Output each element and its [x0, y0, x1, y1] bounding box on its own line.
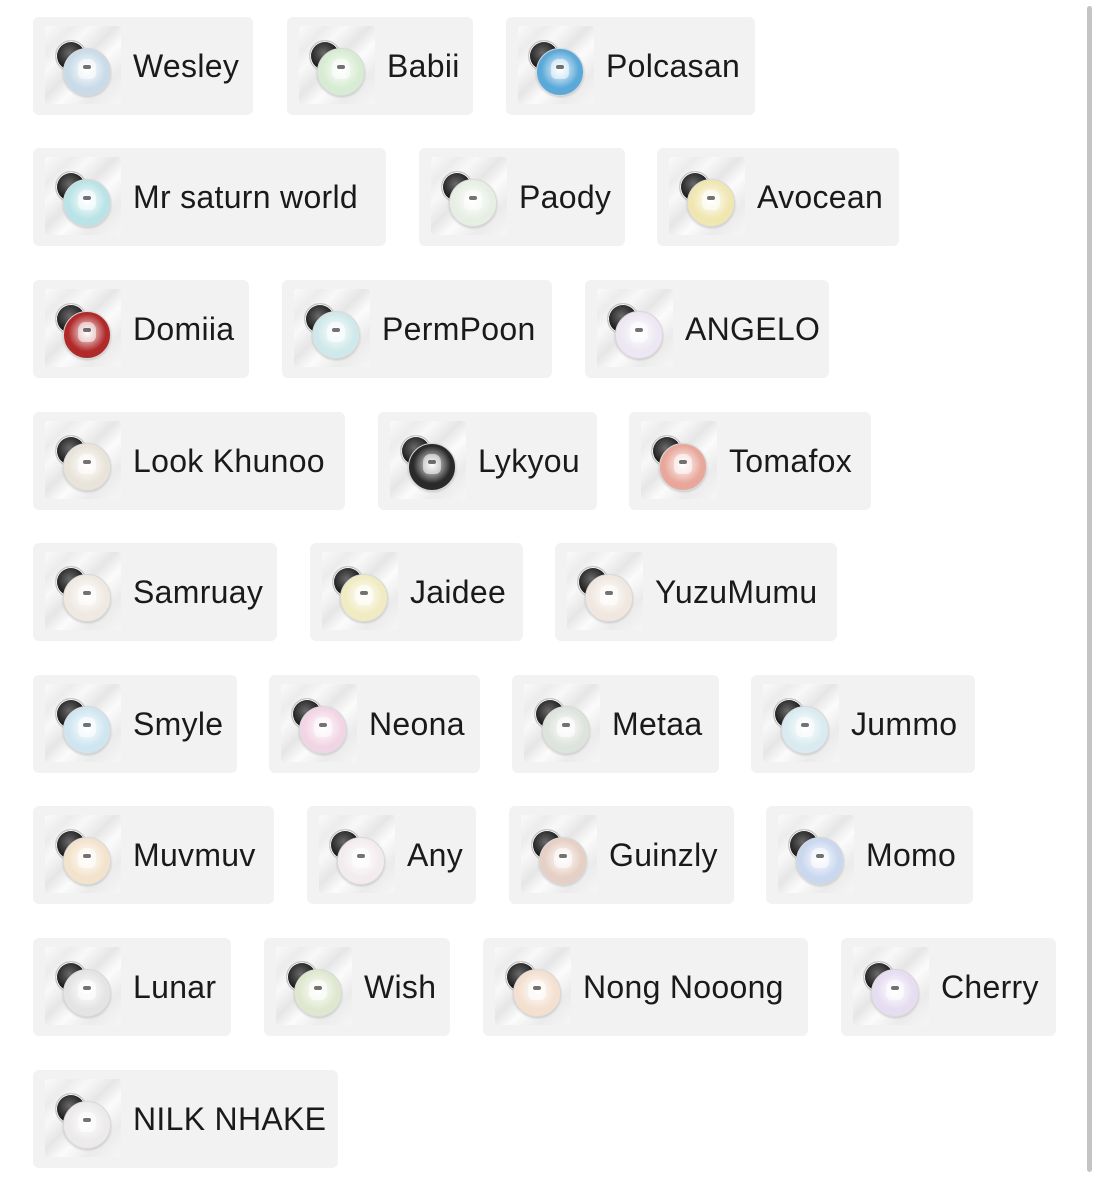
- tag-chip-label: Nong Nooong: [583, 969, 784, 1005]
- tag-chip-label: Tomafox: [729, 443, 853, 479]
- pin-badge-thumbnail: [276, 947, 352, 1025]
- tag-chip[interactable]: [264, 938, 450, 1036]
- pin-badge-icon: [299, 706, 347, 754]
- tag-chip-label: Paody: [519, 179, 612, 215]
- pin-badge-thumbnail: [521, 815, 597, 893]
- pin-badge-icon: [340, 574, 388, 622]
- pin-badge-icon: [796, 837, 844, 885]
- tag-chip[interactable]: [33, 675, 237, 773]
- tag-chip[interactable]: [509, 806, 734, 904]
- tag-chip[interactable]: [629, 412, 871, 510]
- pin-badge-icon: [615, 311, 663, 359]
- pin-badge-icon: [63, 443, 111, 491]
- pin-badge-thumbnail: [45, 815, 121, 893]
- tag-chip[interactable]: [287, 17, 473, 115]
- pin-badge-icon: [63, 706, 111, 754]
- pin-badge-thumbnail: [390, 421, 466, 499]
- pin-badge-thumbnail: [431, 157, 507, 235]
- tag-chip-label: YuzuMumu: [655, 574, 818, 610]
- pin-badge-thumbnail: [45, 289, 121, 367]
- tag-chip-label: Wish: [364, 969, 437, 1005]
- pin-badge-thumbnail: [45, 421, 121, 499]
- tag-chip-label: Lunar: [133, 969, 217, 1005]
- pin-badge-icon: [542, 706, 590, 754]
- tag-chip[interactable]: [657, 148, 899, 246]
- tag-chip-label: Metaa: [612, 706, 703, 742]
- tag-chip[interactable]: [307, 806, 476, 904]
- tag-chip[interactable]: [33, 148, 386, 246]
- tag-chip[interactable]: [282, 280, 552, 378]
- tag-chip[interactable]: [512, 675, 719, 773]
- tag-chip-label: Smyle: [133, 706, 224, 742]
- pin-badge-icon: [63, 311, 111, 359]
- tag-chip-label: Momo: [866, 837, 957, 873]
- tag-chip[interactable]: [310, 543, 523, 641]
- tag-chip-label: NILK NHAKE: [133, 1101, 327, 1137]
- pin-badge-icon: [408, 443, 456, 491]
- pin-badge-thumbnail: [597, 289, 673, 367]
- pin-badge-thumbnail: [319, 815, 395, 893]
- tag-chip[interactable]: [33, 280, 249, 378]
- tag-chip[interactable]: [378, 412, 597, 510]
- pin-badge-icon: [513, 969, 561, 1017]
- tag-chip-label: Avocean: [757, 179, 884, 215]
- pin-badge-thumbnail: [669, 157, 745, 235]
- tag-chip[interactable]: [33, 17, 253, 115]
- tag-chip[interactable]: [506, 17, 755, 115]
- pin-badge-thumbnail: [495, 947, 571, 1025]
- pin-badge-thumbnail: [281, 684, 357, 762]
- tag-chip[interactable]: [751, 675, 975, 773]
- pin-badge-thumbnail: [45, 26, 121, 104]
- pin-badge-icon: [536, 48, 584, 96]
- tag-chip[interactable]: [33, 938, 231, 1036]
- tag-chip-label: Samruay: [133, 574, 264, 610]
- tag-chip[interactable]: [483, 938, 808, 1036]
- pin-badge-icon: [687, 179, 735, 227]
- pin-badge-thumbnail: [45, 552, 121, 630]
- pin-badge-icon: [312, 311, 360, 359]
- tag-chip-label: Guinzly: [609, 837, 718, 873]
- pin-badge-icon: [337, 837, 385, 885]
- tag-chip-label: Mr saturn world: [133, 179, 358, 215]
- pin-badge-icon: [63, 969, 111, 1017]
- tag-chip[interactable]: [766, 806, 973, 904]
- pin-badge-icon: [539, 837, 587, 885]
- pin-badge-thumbnail: [294, 289, 370, 367]
- pin-badge-icon: [317, 48, 365, 96]
- scrollbar-thumb[interactable]: [1087, 6, 1092, 1172]
- tag-chip[interactable]: [33, 806, 274, 904]
- tag-chip-label: Domiia: [133, 311, 235, 347]
- tag-chip-label: Wesley: [133, 48, 240, 84]
- tag-chip-label: Babii: [387, 48, 460, 84]
- pin-badge-thumbnail: [45, 1079, 121, 1157]
- pin-badge-thumbnail: [853, 947, 929, 1025]
- tag-chip-label: ANGELO: [685, 311, 821, 347]
- pin-badge-thumbnail: [567, 552, 643, 630]
- pin-badge-thumbnail: [778, 815, 854, 893]
- pin-badge-thumbnail: [299, 26, 375, 104]
- tag-chip-label: Lykyou: [478, 443, 581, 479]
- pin-badge-thumbnail: [322, 552, 398, 630]
- tag-chip[interactable]: [841, 938, 1056, 1036]
- tag-chip-label: Jaidee: [410, 574, 507, 610]
- pin-badge-icon: [781, 706, 829, 754]
- tag-chip-label: PermPoon: [382, 311, 536, 347]
- pin-badge-thumbnail: [641, 421, 717, 499]
- pin-badge-icon: [585, 574, 633, 622]
- tag-chip[interactable]: [269, 675, 480, 773]
- tag-chip[interactable]: [33, 543, 277, 641]
- tag-chip[interactable]: [555, 543, 837, 641]
- pin-badge-icon: [63, 574, 111, 622]
- pin-badge-icon: [449, 179, 497, 227]
- pin-badge-icon: [294, 969, 342, 1017]
- pin-badge-thumbnail: [45, 947, 121, 1025]
- pin-badge-thumbnail: [518, 26, 594, 104]
- pin-badge-icon: [871, 969, 919, 1017]
- tag-chip[interactable]: [585, 280, 829, 378]
- tag-chip-label: Muvmuv: [133, 837, 256, 873]
- tag-chip[interactable]: [33, 1070, 338, 1168]
- pin-badge-thumbnail: [45, 684, 121, 762]
- tag-chip[interactable]: [33, 412, 345, 510]
- tag-chip-label: Polcasan: [606, 48, 741, 84]
- pin-badge-icon: [63, 179, 111, 227]
- pin-badge-icon: [63, 48, 111, 96]
- pin-badge-icon: [659, 443, 707, 491]
- tag-chip-label: Jummo: [851, 706, 958, 742]
- tag-chip-label: Cherry: [941, 969, 1039, 1005]
- tag-chip-label: Any: [407, 837, 464, 873]
- pin-badge-thumbnail: [763, 684, 839, 762]
- pin-badge-thumbnail: [45, 157, 121, 235]
- pin-badge-thumbnail: [524, 684, 600, 762]
- tag-chip-label: Neona: [369, 706, 465, 742]
- tag-chip[interactable]: [419, 148, 625, 246]
- tag-chip-label: Look Khunoo: [133, 443, 325, 479]
- pin-badge-icon: [63, 837, 111, 885]
- pin-badge-icon: [63, 1101, 111, 1149]
